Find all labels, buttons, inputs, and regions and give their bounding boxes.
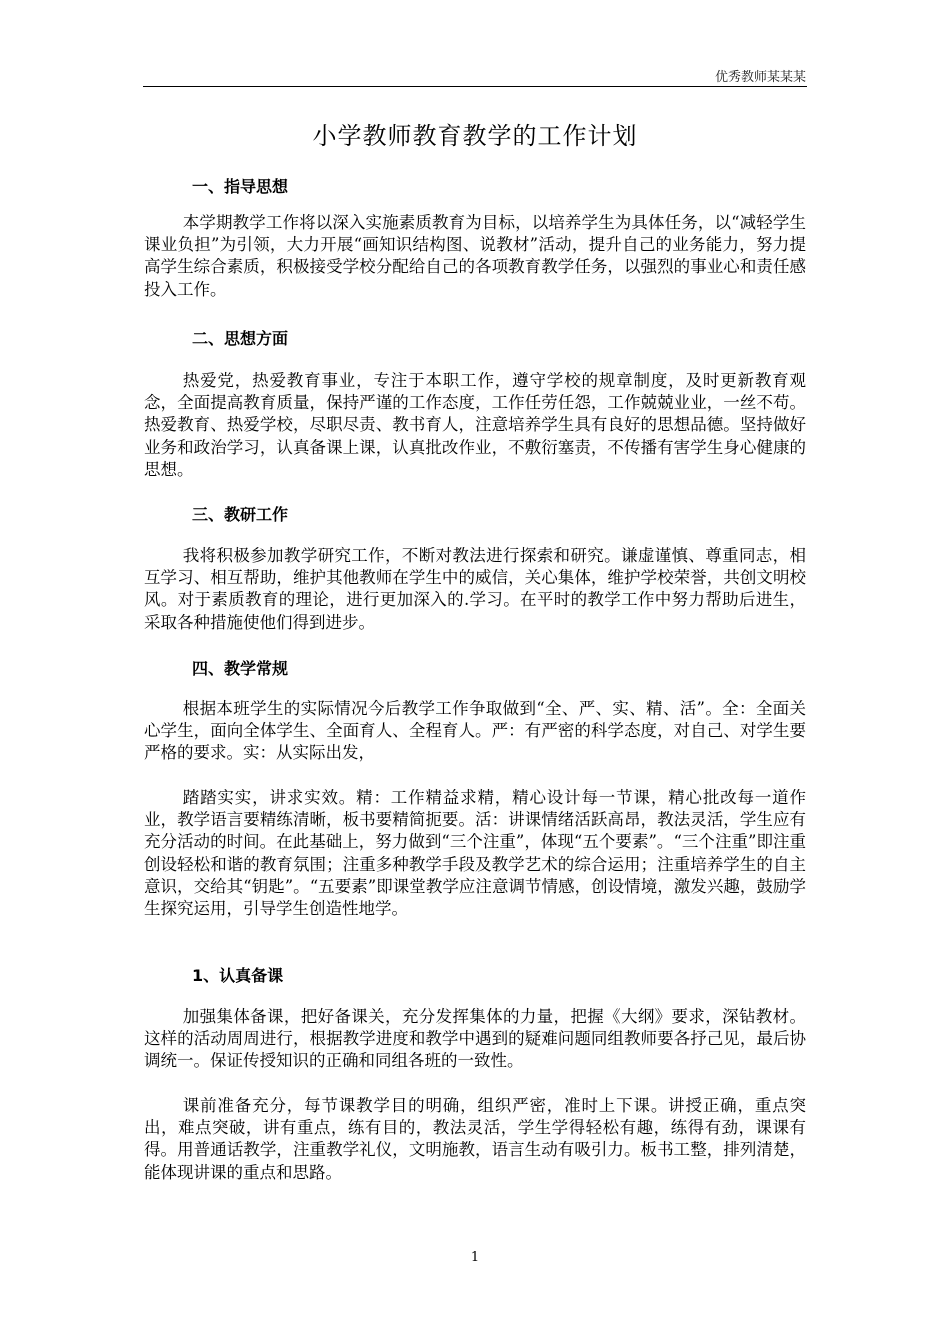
paragraph-ideology: 热爱党，热爱教育事业，专注于本职工作，遵守学校的规章制度，及时更新教育观念，全面提高教育质量，保持严谨的工作态度，工作任劳任怨，工作兢兢业业，一丝不苟。热爱教育、热爱学校，尽职尽责、教书育人，注意培养学生具有良好的思想品德。坚持做好业务和政治学习，认真备课上课，认真批改作业，不敷衍塞责，不传播有害学生身心健康的思想。: [144, 371, 806, 479]
section-heading-ideology: 二、思想方面: [192, 329, 289, 348]
section-heading-teaching-routine: 四、教学常规: [192, 659, 289, 678]
header-divider: [143, 86, 807, 87]
paragraph-guiding-thought: 本学期教学工作将以深入实施素质教育为目标，以培养学生为具体任务，以“减轻学生课业负担”为引领，大力开展“画知识结构图、说教材”活动，提升自己的业务能力，努力提高学生综合素质，积极接受学校分配给自己的各项教育教学任务，以强烈的事业心和责任感投入工作。: [144, 213, 806, 299]
section-heading-teaching-research: 三、教研工作: [192, 505, 289, 524]
section-heading-lesson-prep: 1、认真备课: [192, 966, 284, 985]
page-number: 1: [470, 1250, 480, 1265]
paragraph-lesson-prep-1: 加强集体备课，把好备课关，充分发挥集体的力量，把握《大纲》要求，深钻教材。这样的活动周周进行，根据教学进度和教学中遇到的疑难问题同组教师要各抒己见，最后协调统一。保证传授知识的正确和同组各班的一致性。: [144, 1007, 806, 1071]
paragraph-teaching-routine-1: 根据本班学生的实际情况今后教学工作争取做到“全、严、实、精、活”。全：全面关心学生，面向全体学生、全面育人、全程育人。严：有严密的科学态度，对自己、对学生要严格的要求。实：从实际出发，: [144, 699, 806, 763]
paragraph-lesson-prep-2: 课前准备充分，每节课教学目的明确，组织严密，准时上下课。讲授正确，重点突出，难点突破，讲有重点，练有目的，教法灵活，学生学得轻松有趣，练得有劲，课课有得。用普通话教学，注重教学礼仪，文明施教，语言生动有吸引力。板书工整，排列清楚，能体现讲课的重点和思路。: [144, 1096, 806, 1182]
paragraph-teaching-routine-2: 踏踏实实，讲求实效。精：工作精益求精，精心设计每一节课，精心批改每一道作业，教学语言要精练清晰，板书要精简扼要。活：讲课情绪活跃高昂，教法灵活，学生应有充分活动的时间。在此基础上，努力做到“三个注重”，体现“五个要素”。“三个注重”即注重创设轻松和谐的教育氛围；注重多种教学手段及教学艺术的综合运用；注重培养学生的自主意识，交给其“钥匙”。“五要素”即课堂教学应注意调节情感，创设情境，激发兴趣，鼓励学生探究运用，引导学生创造性地学。: [144, 788, 806, 919]
document-title: 小学教师教育教学的工作计划: [312, 122, 638, 150]
section-heading-guiding-thought: 一、指导思想: [192, 177, 289, 196]
page-header-author: 优秀教师某某某: [714, 70, 806, 85]
paragraph-teaching-research: 我将积极参加教学研究工作，不断对教法进行探索和研究。谦虚谨慎、尊重同志，相互学习、相互帮助，维护其他教师在学生中的威信，关心集体，维护学校荣誉，共创文明校风。对于素质教育的理论，进行更加深入的.学习。在平时的教学工作中努力帮助后进生，采取各种措施使他们得到进步。: [144, 546, 806, 632]
